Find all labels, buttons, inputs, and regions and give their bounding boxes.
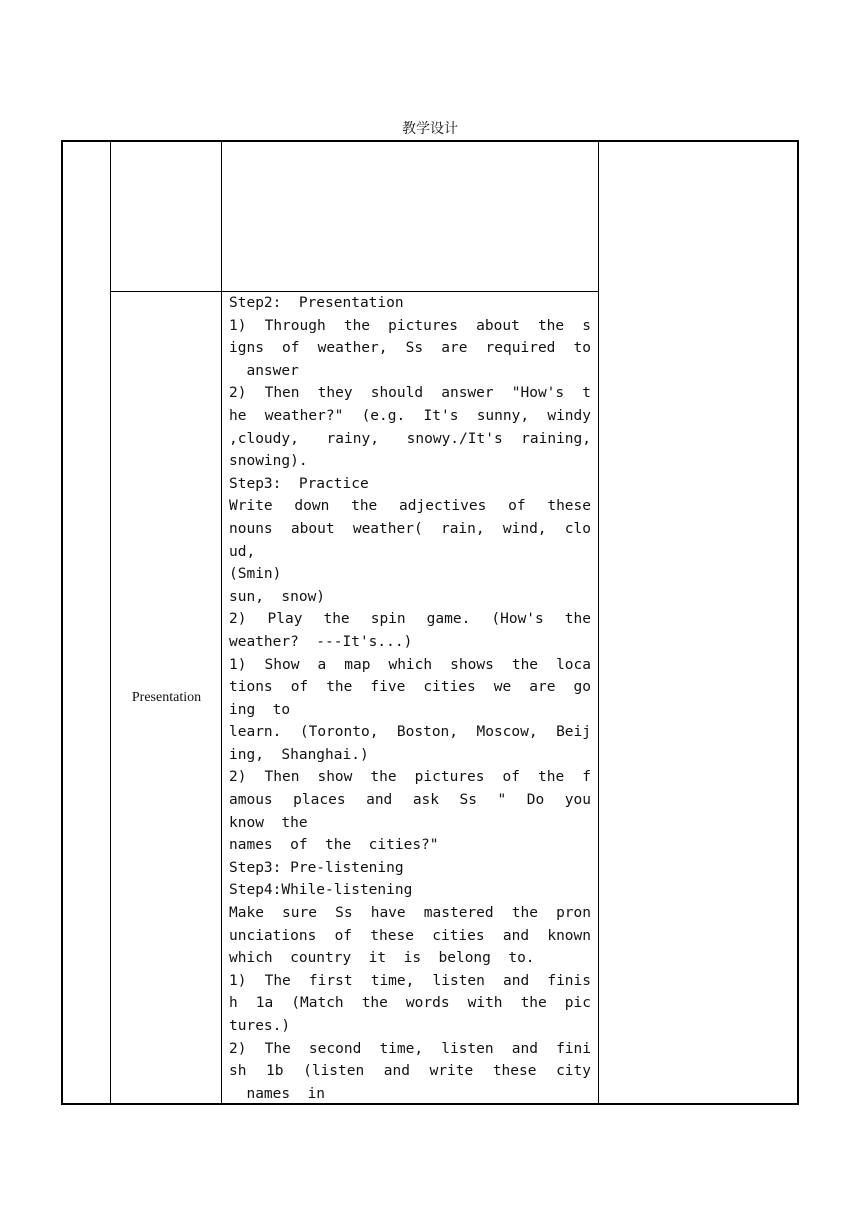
page-title: 教学设计 xyxy=(402,121,458,137)
content-line: Step3: Practice xyxy=(229,475,369,492)
content-line: Make sure Ss have mastered the pron xyxy=(229,905,591,922)
content-line: tures.) xyxy=(229,1018,291,1034)
content-line: ,cloudy, rainy, snowy./It's raining, xyxy=(229,430,591,447)
content-line: learn. (Toronto, Boston, Moscow, Beij xyxy=(229,724,591,741)
content-line: igns of weather, Ss are required to xyxy=(229,340,591,357)
header-rule xyxy=(61,140,799,142)
lesson-steps xyxy=(229,292,591,1105)
content-line: 1) Through the pictures about the s xyxy=(229,317,591,334)
table-divider-1 xyxy=(110,140,111,1104)
content-line: 2) The second time, listen and fini xyxy=(229,1040,591,1057)
section-label: Presentation xyxy=(131,690,202,705)
table-border-left xyxy=(61,140,63,1104)
content-line: h 1a (Match the words with the pic xyxy=(229,995,591,1012)
content-line: snowing). xyxy=(229,453,308,470)
content-line: 2) Then show the pictures of the f xyxy=(229,769,591,786)
content-line: Step4:While-listening xyxy=(229,882,413,899)
content-line: (Smin) xyxy=(229,566,282,583)
content-line: Step2: Presentation xyxy=(229,295,404,311)
content-line: 2) Then they should answer "How's t xyxy=(229,385,591,402)
content-line: sh 1b (listen and write these city xyxy=(229,1063,591,1080)
table-divider-2 xyxy=(221,140,222,1104)
content-line: unciations of these cities and known xyxy=(229,927,591,944)
content-line: names in xyxy=(229,1085,326,1102)
content-line: 1) Show a map which shows the loca xyxy=(229,656,591,673)
content-line: names of the cities?" xyxy=(229,837,439,854)
content-line: amous places and ask Ss " Do you xyxy=(229,792,591,809)
table-border-right xyxy=(797,140,799,1104)
content-line: nouns about weather( rain, wind, clo xyxy=(229,520,591,537)
content-line: Write down the adjectives of these xyxy=(229,498,591,515)
content-line: 2) Play the spin game. (How's the xyxy=(229,611,591,628)
content-line: 1) The first time, listen and finis xyxy=(229,972,591,989)
content-line: ing, Shanghai.) xyxy=(229,746,369,763)
content-line: he weather?" (e.g. It's sunny, windy xyxy=(229,407,591,424)
content-line: weather? ---It's...) xyxy=(229,633,413,650)
content-line: tions of the five cities we are go xyxy=(229,679,591,696)
content-line: which country it is belong to. xyxy=(229,950,535,967)
content-line: sun, snow) xyxy=(229,588,326,605)
content-line: answer xyxy=(229,362,299,379)
content-line: ud, xyxy=(229,543,256,560)
table-divider-3 xyxy=(598,140,599,1104)
content-line: Step3: Pre-listening xyxy=(229,859,404,876)
content-line: ing to xyxy=(229,701,291,718)
content-line: know the xyxy=(229,814,308,831)
